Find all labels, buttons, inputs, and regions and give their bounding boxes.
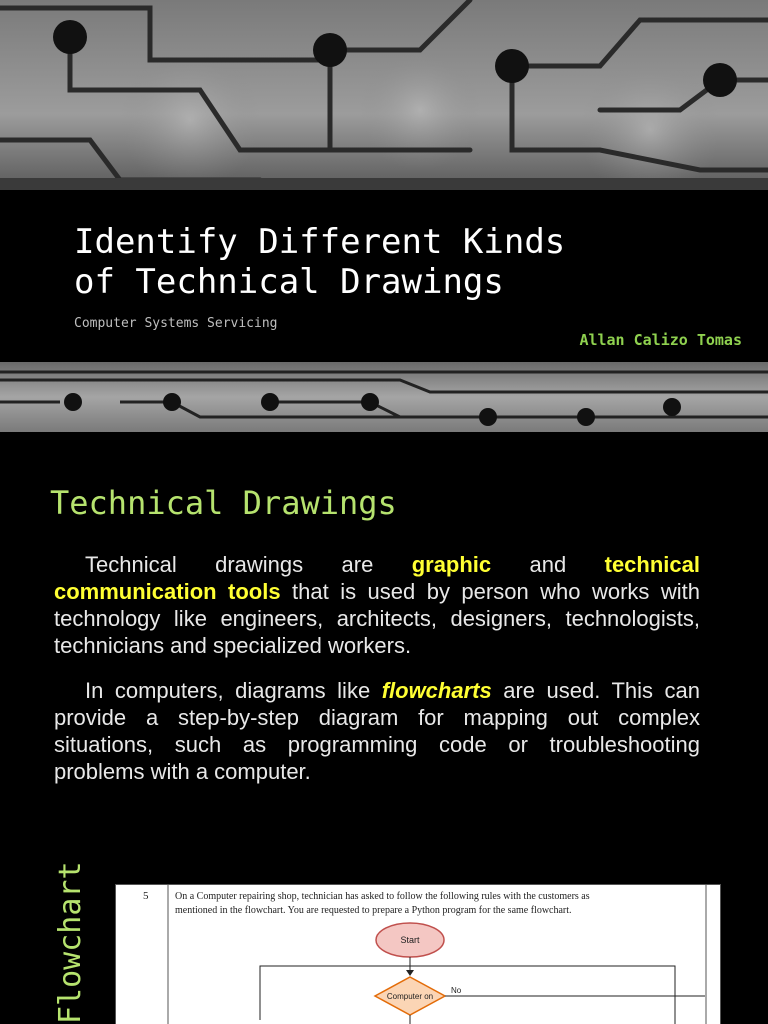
flowchart-no-label: No <box>451 986 462 995</box>
content-slide <box>0 432 768 1024</box>
paragraph-flowcharts <box>54 677 700 785</box>
question-text-line-2: mentioned in the flowchart. You are requested to prepare a Python program for the same flowchart. <box>175 905 572 916</box>
paragraph-text: In computers, diagrams like <box>85 678 382 703</box>
highlight-technical-communication-tools: technical communication tools <box>54 552 700 604</box>
slide-heading: Technical Drawings <box>50 484 397 522</box>
slide-title-line-1: Identify Different Kinds <box>74 222 566 262</box>
paragraph-technical-drawings <box>54 551 700 659</box>
author-name: Allan Calizo Tomas <box>579 331 742 349</box>
slide-subtitle: Computer Systems Servicing <box>74 316 278 331</box>
paragraph-text: and <box>491 552 605 577</box>
highlight-graphic: graphic <box>411 552 492 577</box>
title-slide <box>0 0 768 432</box>
flowchart-document-svg <box>115 884 721 1024</box>
paragraph-text: Technical drawings are <box>85 552 412 577</box>
question-text-line-1: On a Computer repairing shop, technician has asked to follow the following rules with the customers as <box>175 891 590 902</box>
flowchart-start-label: Start <box>400 935 420 945</box>
paragraph-text: that is used by person who works with technology like engineers, architects, designers, technologists, technicians and specialized workers. <box>54 579 700 658</box>
highlight-flowcharts: flowcharts <box>381 678 492 703</box>
flowchart-decision-label: Computer on <box>386 992 434 1001</box>
circuit-board-banner-bottom <box>0 362 768 432</box>
question-number: 5 <box>143 890 149 902</box>
slide-title <box>74 222 714 302</box>
circuit-board-banner-top <box>0 0 768 190</box>
slide-title-line-2: of Technical Drawings <box>74 262 504 302</box>
paragraph-text: are used. This can provide a step-by-step diagram for mapping out complex situations, such as programming code or troubleshooting problems with a computer. <box>54 678 700 784</box>
flowchart-document-image <box>115 884 721 1024</box>
vertical-side-label: Flowchart <box>53 861 88 1024</box>
